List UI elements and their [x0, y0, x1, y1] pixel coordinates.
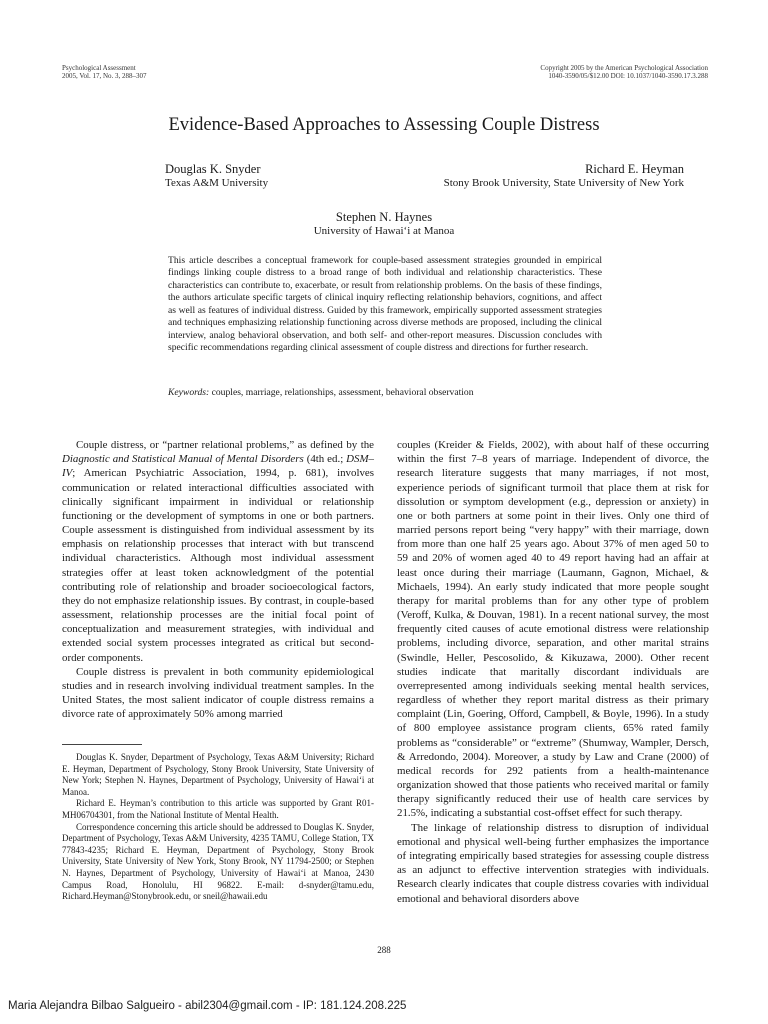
abstract: This article describes a conceptual framework for couple-based assessment strategies grounded in empirical findings linking couple distress to a broad range of both individual and relationship characteristics. These characteristics can contribute to, exacerbate, or result from relationship problems. On the basis of these findings, the authors articulate specific targets of clinical inquiry reflecting relationship behaviors, cognitions, and affect as well as features of individual distress. Guided by this framework, empirically supported assessment strategies and techniques emphasizing relationship functioning across diverse methods are proposed, including the clinical interview, analog behavioral observation, and both self- and other-report measures. Discussion concludes with specific recommendations regarding clinical assessment of couple distress and directions for further research.	[168, 255, 602, 354]
volume-info: 2005, Vol. 17, No. 3, 288–307	[62, 72, 147, 80]
download-watermark: Maria Alejandra Bilbao Salgueiro - abil2304@gmail.com - IP: 181.124.208.225	[8, 1000, 407, 1012]
footnote-rule	[62, 744, 142, 745]
body-paragraph: couples (Kreider & Fields, 2002), with about half of these occurring within the first 7–8 years of marriage. Independent of divorce, the research literature suggests that many marriages, if not most, experience periods of significant turmoil that place them at risk for dissolution or symptom development (e.g., depression or anxiety) in one or both partners at some point in their lives. Only one third of married persons report being “very happy” with their marriage, down from more than one half 25 years ago. About 37% of men aged 50 to 59 and 20% of women aged 40 to 49 report having had an affair at least once during their marriage (Laumann, Gagnon, Michael, & Michaels, 1994). An early study indicated that more people sought therapy for marital problems than for any other type of problem (Veroff, Kulka, & Douvan, 1981). In a recent national survey, the most frequently cited causes of acute emotional distress were relationship problems, including divorce, separation, and other marital strains (Swindle, Heller, Pescosolido, & Kikuzawa, 2000). Other recent studies indicate that maritally discordant individuals are overrepresented among individuals seeking mental health services, regardless of whether they report marital distress as their primary complaint (Lin, Goering, Offord, Campbell, & Boyle, 1996). In a study of 800 employee assistance program clients, 65% rated family problems as “considerable” or “extreme” (Shumway, Wampler, Dersch, & Arredondo, 2004). Moreover, a study by Law and Crane (2000) of medical records for 292 patients from a health-maintenance organization showed that those patients who received marital or family therapy significantly reduced their use of health care services by 21.5%, indicating a substantial cost-offset effect for such therapy.	[397, 439, 709, 820]
author-haynes	[0, 210, 768, 238]
author-note-grant: Richard E. Heyman’s contribution to this article was supported by Grant R01-MH06704301, from the National Institute of Mental Health.	[62, 798, 374, 820]
body-column-left	[62, 438, 374, 721]
author-name: Richard E. Heyman	[585, 162, 684, 176]
keywords	[168, 387, 602, 399]
page-number: 288	[377, 945, 391, 955]
copyright-line: Copyright 2005 by the American Psychological Association	[540, 64, 708, 72]
article-title: Evidence-Based Approaches to Assessing Couple Distress	[168, 115, 600, 135]
keywords-label: Keywords:	[168, 387, 210, 398]
text-run: (4th ed.;	[303, 453, 347, 466]
author-heyman	[384, 162, 684, 190]
author-name: Stephen N. Haynes	[335, 210, 433, 224]
author-note-affiliations: Douglas K. Snyder, Department of Psychology, Texas A&M University; Richard E. Heyman, Department of Psychology, Stony Brook University, State University of New York; Stephen N. Haynes, Department of Psychology, University of Hawai‘i at Manoa.	[62, 752, 374, 797]
author-affiliation: Stony Brook University, State University of New York	[443, 177, 684, 189]
journal-header	[62, 64, 147, 80]
author-affiliation: University of Hawai‘i at Manoa	[313, 225, 455, 237]
body-paragraph	[62, 438, 374, 665]
italic-title: Diagnostic and Statistical Manual of Mental Disorders	[62, 453, 304, 466]
keywords-text: couples, marriage, relationships, assessment, behavioral observation	[211, 387, 474, 398]
author-snyder	[165, 162, 268, 190]
author-note-correspondence: Correspondence concerning this article should be addressed to Douglas K. Snyder, Department of Psychology, Texas A&M University, 4235 TAMU, College Station, TX 77843-4235; Richard E. Heyman, Department of Psychology, Stony Brook University, State University of New York, Stony Brook, NY 11794-2500; or Stephen N. Haynes, Department of Psychology, University of Hawai‘i at Manoa, 2430 Campus Road, Honolulu, HI 96822. E-mail: d-snyder@tamu.edu, Richard.Heyman@Stonybrook.edu, or sneil@hawaii.edu	[62, 821, 374, 902]
author-name: Douglas K. Snyder	[165, 162, 261, 176]
text-run: ; American Psychiatric Association, 1994, p. 681), involves communication or related interactional difficulties associated with clinically significant impairment in individual or relationship functioning or the development of symptoms in one or both partners. Couple assessment is distinguished from individual assessment by its emphasis on relationship processes that interact with but transcend individual characteristics. Although most individual assessment strategies offer at least token acknowledgment of the potential contributing role of relationship and broader socioecological factors, they do not emphasize relationship issues. By contrast, in couple-based assessment, relationship processes are the initial focal point of conceptualization and measurement strategies, with individual and extended social system processes integrated as critical but second-order components.	[62, 467, 374, 664]
author-affiliation: Texas A&M University	[165, 177, 269, 189]
author-note	[62, 752, 374, 903]
body-column-right	[397, 438, 709, 906]
body-paragraph: Couple distress is prevalent in both community epidemiological studies and in research involving individual treatment samples. In the United States, the most salient indicator of couple distress remains a divorce rate of approximately 50% among married	[62, 665, 374, 721]
doi-line: 1040-3590/05/$12.00 DOI: 10.1037/1040-3590.17.3.288	[548, 72, 708, 80]
copyright-header	[540, 64, 708, 80]
text-run: Couple distress, or “partner relational problems,” as defined by the	[76, 439, 374, 451]
italic-abbrev: DSM–IV	[62, 453, 374, 480]
body-paragraph: The linkage of relationship distress to disruption of individual emotional and physical well-being further emphasizes the importance of integrating empirically based strategies for assessing couple distress as an adjunct to effective intervention strategies with individuals. Research clearly indicates that couple distress covaries with individual emotional and behavioral disorders above	[397, 821, 709, 905]
journal-name: Psychological Assessment	[62, 64, 136, 72]
